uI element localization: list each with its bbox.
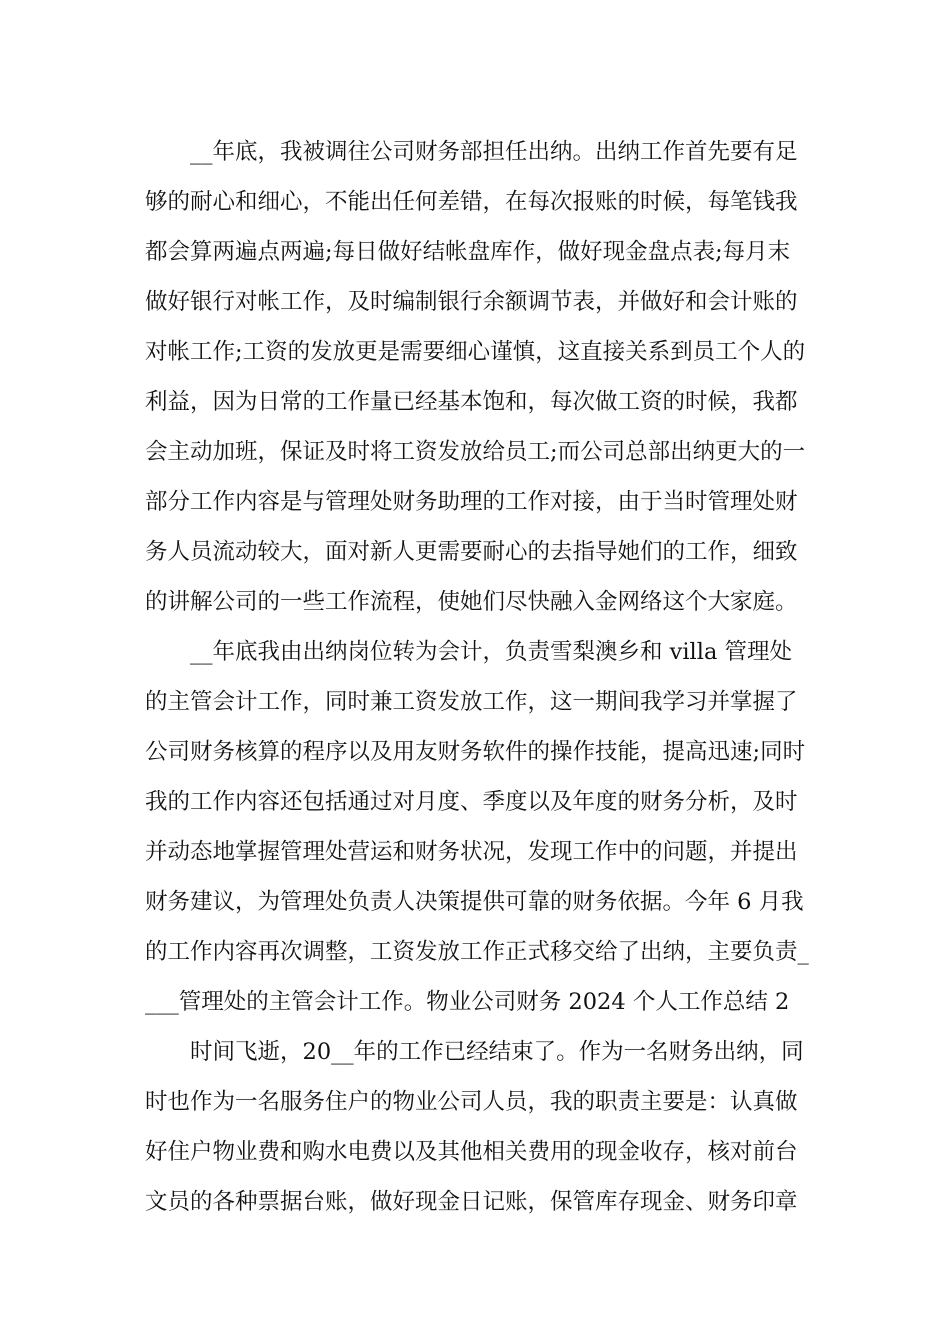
text-line: 部分工作内容是与管理处财务助理的工作对接，由于当时管理处财 (145, 489, 798, 515)
text-line: 我的工作内容还包括通过对月度、季度以及年度的财务分析，及时 (145, 789, 798, 815)
text-line: 的讲解公司的一些工作流程，使她们尽快融入金网络这个大家庭。 (145, 589, 798, 615)
text-line: 务人员流动较大，面对新人更需要耐心的去指导她们的工作，细致 (145, 539, 798, 565)
text-line: 时也作为一名服务住户的物业公司人员，我的职责主要是：认真做 (145, 1089, 798, 1115)
text-line: 好住户物业费和购水电费以及其他相关费用的现金收存，核对前台 (145, 1139, 798, 1165)
text-line: 并动态地掌握管理处营运和财务状况，发现工作中的问题，并提出 (145, 839, 798, 865)
text-line: __年底我由出纳岗位转为会计，负责雪梨澳乡和 villa 管理处 (145, 639, 793, 665)
text-line: 做好银行对帐工作，及时编制银行余额调节表，并做好和会计账的 (145, 289, 798, 315)
text-line: 都会算两遍点两遍;每日做好结帐盘库作，做好现金盘点表;每月末 (145, 239, 791, 265)
text-line: 文员的各种票据台账，做好现金日记账，保管库存现金、财务印章 (145, 1189, 798, 1215)
text-line: 财务建议，为管理处负责人决策提供可靠的财务依据。今年 6 月我 (145, 889, 804, 915)
text-line: 公司财务核算的程序以及用友财务软件的操作技能，提高迅速;同时 (145, 739, 806, 765)
text-line: 时间飞逝，20__年的工作已经结束了。作为一名财务出纳，同 (145, 1039, 804, 1065)
text-line: 会主动加班，保证及时将工资发放给员工;而公司总部出纳更大的一 (145, 439, 806, 465)
text-line: __年底，我被调往公司财务部担任出纳。出纳工作首先要有足 (145, 139, 798, 165)
text-line: 利益，因为日常的工作量已经基本饱和，每次做工资的时候，我都 (145, 389, 798, 415)
text-line: 的主管会计工作，同时兼工资发放工作，这一期间我学习并掌握了 (145, 689, 798, 715)
text-line: 的工作内容再次调整，工资发放工作正式移交给了出纳，主要负责_ (145, 939, 809, 965)
text-line: 对帐工作;工资的发放更是需要细心谨慎，这直接关系到员工个人的 (145, 339, 806, 365)
text-line: ___管理处的主管会计工作。物业公司财务 2024 个人工作总结 2 (145, 989, 790, 1015)
text-line: 够的耐心和细心，不能出任何差错，在每次报账的时候，每笔钱我 (145, 189, 798, 215)
